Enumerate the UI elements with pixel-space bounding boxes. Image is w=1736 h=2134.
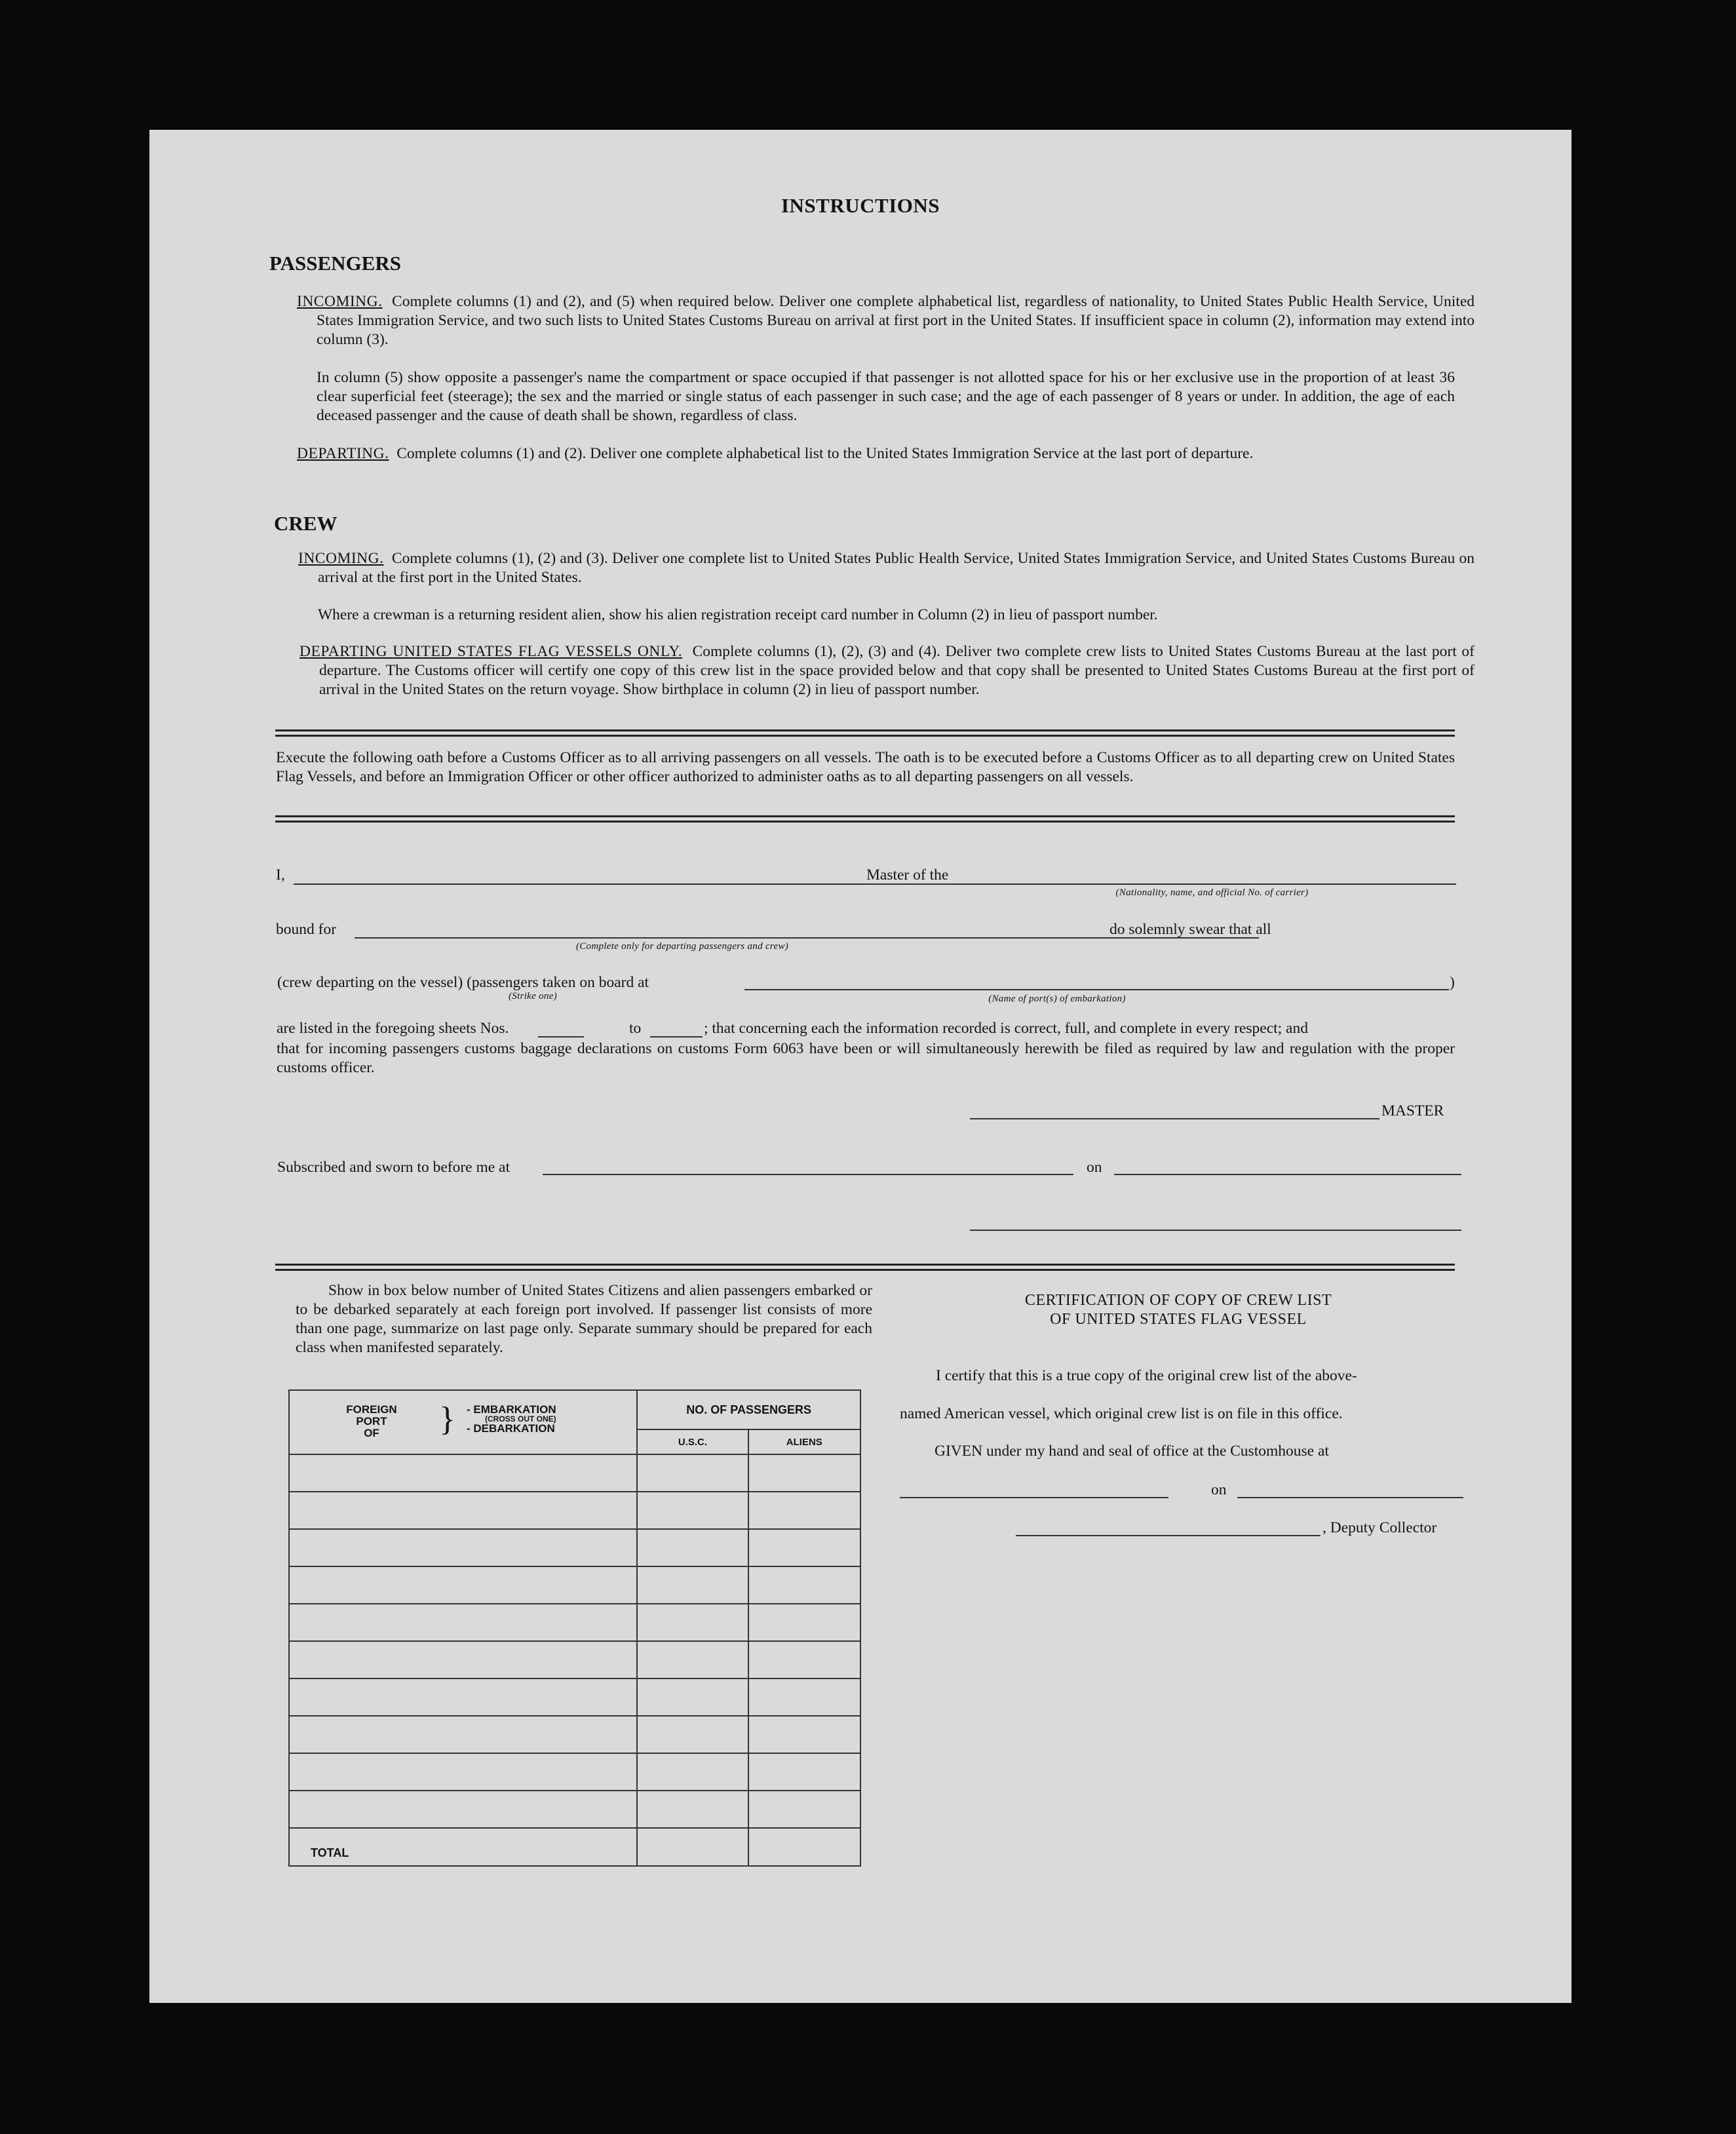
oath-bound-for-label: bound for bbox=[276, 921, 337, 938]
port-cell[interactable] bbox=[289, 1604, 637, 1641]
summary-instructions: Show in box below number of United States Citizens and alien passengers embarked or to be debarked separately at each foreign port involved. If passenger list consists of more than one page, summarize on last page only. Separate summary should be prepared for each class when manifested separately. bbox=[296, 1282, 872, 1356]
subscribed-place-line[interactable] bbox=[543, 1174, 1073, 1175]
customhouse-line[interactable] bbox=[900, 1497, 1168, 1498]
header-usc: U.S.C. bbox=[637, 1429, 748, 1454]
oath-master-of-label: Master of the bbox=[866, 866, 949, 883]
usc-cell[interactable] bbox=[637, 1492, 748, 1529]
deputy-collector-signature-line[interactable] bbox=[1016, 1535, 1321, 1536]
header-no-passengers: NO. OF PASSENGERS bbox=[637, 1390, 860, 1429]
crew-incoming-paragraph bbox=[298, 549, 1475, 587]
strike-caption: (Strike one) bbox=[509, 991, 557, 1001]
certification-heading bbox=[897, 1291, 1460, 1329]
aliens-cell[interactable] bbox=[748, 1604, 860, 1641]
embarkation-label[interactable]: - EMBARKATION bbox=[467, 1403, 556, 1416]
usc-cell[interactable] bbox=[637, 1529, 748, 1566]
debarkation-label[interactable]: - DEBARKATION bbox=[467, 1422, 555, 1435]
passengers-heading: PASSENGERS bbox=[269, 252, 401, 275]
header-aliens: ALIENS bbox=[748, 1429, 860, 1454]
sheet-to-line[interactable] bbox=[650, 1036, 703, 1038]
ports-caption: (Name of port(s) of embarkation) bbox=[988, 994, 1126, 1004]
divider bbox=[275, 1264, 1455, 1271]
divider bbox=[275, 815, 1455, 823]
oath-listed-label: are listed in the foregoing sheets Nos. bbox=[277, 1020, 509, 1037]
departing-caption: (Complete only for departing passengers and crew) bbox=[575, 941, 789, 952]
port-cell[interactable] bbox=[289, 1678, 637, 1716]
oath-i-label: I, bbox=[276, 866, 285, 883]
oath-swear-label: do solemnly swear that all bbox=[1109, 921, 1271, 938]
officer-signature-line[interactable] bbox=[970, 1230, 1461, 1231]
master-label: MASTER bbox=[1381, 1102, 1444, 1119]
certification-heading-line-2: OF UNITED STATES FLAG VESSEL bbox=[1050, 1311, 1307, 1328]
usc-cell[interactable] bbox=[637, 1791, 748, 1828]
crew-incoming-lead: INCOMING. bbox=[298, 550, 384, 567]
carrier-caption: (Nationality, name, and official No. of carrier) bbox=[1115, 887, 1309, 898]
oath-intro: Execute the following oath before a Customs Officer as to all arriving passengers on all vessels. The oath is to be executed before a Customs Officer as to all departing crew on United States Flag Vessels, and before an Immigration Officer or other officer authorized to administer oaths as to all departing passengers on all vessels. bbox=[276, 749, 1455, 785]
port-cell[interactable] bbox=[289, 1791, 637, 1828]
aliens-cell[interactable] bbox=[748, 1492, 860, 1529]
port-cell[interactable] bbox=[289, 1454, 637, 1492]
aliens-cell[interactable] bbox=[748, 1753, 860, 1791]
divider bbox=[275, 729, 1455, 737]
usc-total-cell[interactable] bbox=[637, 1828, 748, 1866]
oath-listed-text: ; that concerning each the information recorded is correct, full, and complete in every respect; and bbox=[704, 1020, 1308, 1037]
aliens-cell[interactable] bbox=[748, 1678, 860, 1716]
certification-date-line[interactable] bbox=[1237, 1497, 1463, 1498]
aliens-total-cell[interactable] bbox=[748, 1828, 860, 1866]
usc-cell[interactable] bbox=[637, 1753, 748, 1791]
subscribed-label: Subscribed and sworn to before me at bbox=[277, 1159, 511, 1176]
subscribed-date-line[interactable] bbox=[1114, 1174, 1461, 1175]
usc-cell[interactable] bbox=[637, 1678, 748, 1716]
sheet-from-line[interactable] bbox=[538, 1036, 584, 1038]
passengers-incoming-text: Complete columns (1) and (2), and (5) when required below. Deliver one complete alphabetical list, regardless of nationality, to United States Public Health Service, United States Immigration Service, and two such lists to United States Customs Bureau on arrival at first port in the United States. If insufficient space in column (2), information may extend into column (3). bbox=[317, 293, 1475, 348]
port-cell[interactable] bbox=[289, 1641, 637, 1678]
oath-to-label: to bbox=[629, 1020, 642, 1037]
port-cell[interactable] bbox=[289, 1566, 637, 1604]
page-title: INSTRUCTIONS bbox=[781, 194, 940, 217]
usc-cell[interactable] bbox=[637, 1566, 748, 1604]
usc-cell[interactable] bbox=[637, 1454, 748, 1492]
usc-cell[interactable] bbox=[637, 1641, 748, 1678]
cross-out-note: (CROSS OUT ONE) bbox=[485, 1414, 556, 1424]
document-page bbox=[149, 130, 1572, 2003]
aliens-cell[interactable] bbox=[748, 1566, 860, 1604]
oath-crew-passengers-label: (crew departing on the vessel) (passengers taken on board at bbox=[277, 974, 649, 991]
deputy-collector-label: , Deputy Collector bbox=[1322, 1519, 1437, 1536]
certification-heading-line-1: CERTIFICATION OF COPY OF CREW LIST bbox=[1024, 1292, 1332, 1309]
port-cell[interactable] bbox=[289, 1492, 637, 1529]
certification-line-1: I certify that this is a true copy of the original crew list of the above- bbox=[936, 1367, 1357, 1384]
crew-incoming-text: Complete columns (1), (2) and (3). Deliver one complete list to United States Public Health Service, United States Immigration Service, and United States Customs Bureau on arrival at the first port in the United States. bbox=[318, 550, 1475, 586]
aliens-cell[interactable] bbox=[748, 1716, 860, 1753]
carrier-line[interactable] bbox=[968, 883, 1456, 885]
aliens-cell[interactable] bbox=[748, 1641, 860, 1678]
passengers-departing-paragraph bbox=[297, 444, 1475, 463]
passenger-summary-table bbox=[288, 1389, 861, 1867]
port-cell[interactable] bbox=[289, 1753, 637, 1791]
port-of-embarkation-line[interactable] bbox=[744, 989, 1449, 990]
brace: } bbox=[439, 1401, 455, 1438]
oath-baggage-text: that for incoming passengers customs baggage declarations on customs Form 6063 have been or will simultaneously herewith be filed as required by law and regulation with the proper customs officer. bbox=[277, 1040, 1455, 1076]
certification-on-label: on bbox=[1211, 1481, 1227, 1498]
passengers-column5-paragraph: In column (5) show opposite a passenger's name the compartment or space occupied if that passenger is not allotted space for his or her exclusive use in the proportion of at least 36 clear superficial feet (steerage); the sex and the married or single status of each passenger in such case; and the age of each passenger of 8 years or under. In addition, the age of each deceased passenger and the cause of death shall be shown, regardless of class. bbox=[317, 369, 1455, 424]
crew-alien-paragraph: Where a crewman is a returning resident alien, show his alien registration receipt card number in Column (2) in lieu of passport number. bbox=[318, 606, 1158, 623]
passengers-departing-lead: DEPARTING. bbox=[297, 445, 389, 462]
aliens-cell[interactable] bbox=[748, 1791, 860, 1828]
master-signature-line[interactable] bbox=[970, 1118, 1379, 1119]
usc-cell[interactable] bbox=[637, 1716, 748, 1753]
total-label: TOTAL bbox=[289, 1828, 637, 1866]
crew-departing-lead: DEPARTING UNITED STATES FLAG VESSELS ONLY. bbox=[299, 643, 683, 660]
port-cell[interactable] bbox=[289, 1716, 637, 1753]
certification-line-3: GIVEN under my hand and seal of office at the Customhouse at bbox=[935, 1443, 1329, 1460]
crew-departing-paragraph bbox=[299, 642, 1475, 699]
passengers-departing-text: Complete columns (1) and (2). Deliver one complete alphabetical list to the United States Immigration Service at the last port of departure. bbox=[396, 445, 1254, 462]
passengers-incoming-lead: INCOMING. bbox=[297, 293, 383, 310]
passengers-incoming-paragraph bbox=[297, 292, 1475, 349]
subscribed-on-label: on bbox=[1087, 1159, 1102, 1176]
crew-heading: CREW bbox=[274, 512, 338, 535]
port-label: PORT bbox=[356, 1415, 387, 1427]
foreign-label: FOREIGN bbox=[346, 1403, 397, 1416]
port-cell[interactable] bbox=[289, 1529, 637, 1566]
crew-departing-text: Complete columns (1), (2), (3) and (4). Deliver two complete crew lists to United States Customs Bureau at the last port of departure. The Customs officer will certify one copy of this crew list in the space provided below and that copy shall be presented to United States Customs Bureau at the first port of arrival in the United States on the return voyage. Show birthplace in column (2) in lieu of passport number. bbox=[319, 643, 1475, 698]
close-paren: ) bbox=[1450, 974, 1455, 991]
certification-line-2: named American vessel, which original crew list is on file in this office. bbox=[900, 1405, 1343, 1422]
header-foreign-port bbox=[289, 1390, 637, 1454]
aliens-cell[interactable] bbox=[748, 1529, 860, 1566]
of-label: OF bbox=[364, 1427, 379, 1439]
aliens-cell[interactable] bbox=[748, 1454, 860, 1492]
usc-cell[interactable] bbox=[637, 1604, 748, 1641]
